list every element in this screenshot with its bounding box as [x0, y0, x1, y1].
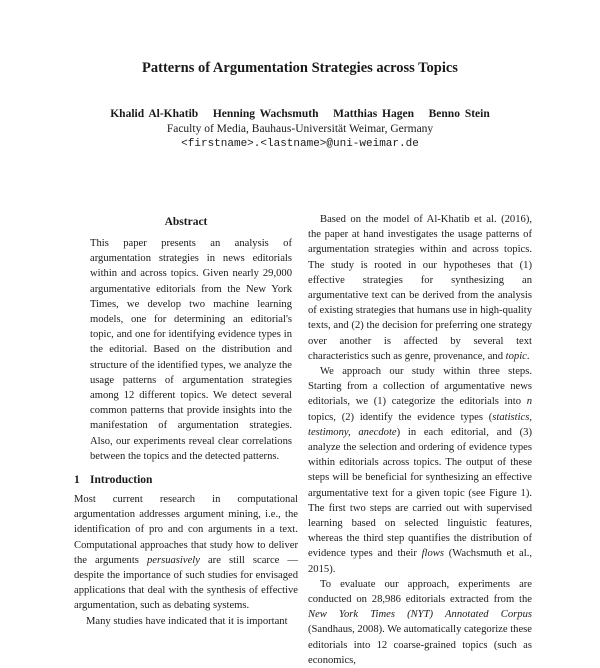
emphasis: topic: [505, 350, 527, 362]
author-name: Henning Wachsmuth: [212, 108, 319, 120]
emphasis: n: [526, 396, 532, 408]
emphasis: flows: [421, 548, 444, 560]
abstract-text: This paper presents an analysis of argumentation strategies in news editorials within and across topics. Given nearly 29,000 argumentative editorials from the New York Times, we develop two machine learning models, one for determining an editorial's topic, and one for identifying evidence types in the editorial. Based on the distribution and structure of the identified types, we analyze the usage patterns of argumentation strategies among 12 different topics. We detect several common patterns that provide insights into the manifestation of argumentation strategies. Also, our experiments reveal clear correlations between the topics and the detected patterns.: [90, 238, 292, 462]
text-run: .: [526, 350, 530, 362]
emphasis: persuasively: [146, 554, 200, 566]
text-run: (Wachsmuth et al., 2015).: [308, 548, 532, 575]
emphasis: New York Times (NYT) Annotated Corpus: [308, 609, 532, 621]
body-paragraph-2: [308, 364, 532, 577]
author-name: Matthias Hagen: [333, 108, 414, 120]
author-list: [0, 108, 600, 120]
text-run: ) in each editorial, and (3) analyze the selection and ordering of evidence types within editorials across topics. The output of these steps will be beneficial for synthesizing an effective argumentative text for a given topic (see Figure 1). The first two steps are carried out with supervised learning based on selected linguistic features, whereas the third step quantifies the distribution of evidence types and their: [308, 426, 532, 560]
email-address: <firstname>.<lastname>@uni-weimar.de: [181, 138, 419, 150]
paper-title: Patterns of Argumentation Strategies across Topics: [142, 60, 458, 76]
author-name: Khalid Al-Khatib: [110, 108, 199, 120]
body-paragraph-1: [308, 212, 532, 364]
section-title: Introduction: [90, 474, 153, 487]
text-run: topics, (2) identify the evidence types (: [308, 411, 493, 423]
body-paragraph-3: [308, 577, 532, 668]
text-run: To evaluate our approach, experiments are conducted on 28,986 editorials extracted from the: [308, 578, 532, 606]
text-run: We approach our study within three steps. Starting from a collection of argumentative news editorials, we (1) categorize the editorials into: [308, 366, 532, 408]
text-run: Most current research in computational argumentation addresses argument mining, i.e., the identification of pro and con arguments in a text. Computational approaches that study how to deliver the arguments: [74, 494, 298, 566]
affiliation: Faculty of Media, Bauhaus-Universität Weimar, Germany: [166, 123, 434, 135]
abstract-heading: Abstract: [164, 216, 208, 228]
intro-paragraph-2: Many studies have indicated that it is important: [86, 615, 288, 627]
author-name: Benno Stein: [428, 108, 490, 120]
text-run: are still scarce — despite the importance of such studies for envisaged applications that deal with the synthesis of effective argumentation, such as debating systems.: [74, 554, 298, 612]
emphasis: statistics, testimony, anecdote: [308, 411, 532, 438]
text-run: Based on the model of Al-Khatib et al. (2016), the paper at hand investigates the usage patterns of argumentation strategies within and across topics. The study is rooted in our hypotheses that (1) effective strategies for synthesizing an argumentative text can be derived from the analysis of existing strategies that humans use in high-quality texts, and (2) the decision for preferring one strategy over another is affected by several text characteristics such as genre, provenance, and: [308, 214, 532, 362]
section-heading-introduction: [74, 472, 298, 488]
text-run: (Sandhaus, 2008). We automatically categorize these editorials into 12 coarse-grained topics (such as economics,: [308, 624, 532, 666]
section-number: 1: [74, 474, 80, 487]
intro-paragraph-1: [74, 492, 298, 614]
left-column: [74, 214, 298, 629]
